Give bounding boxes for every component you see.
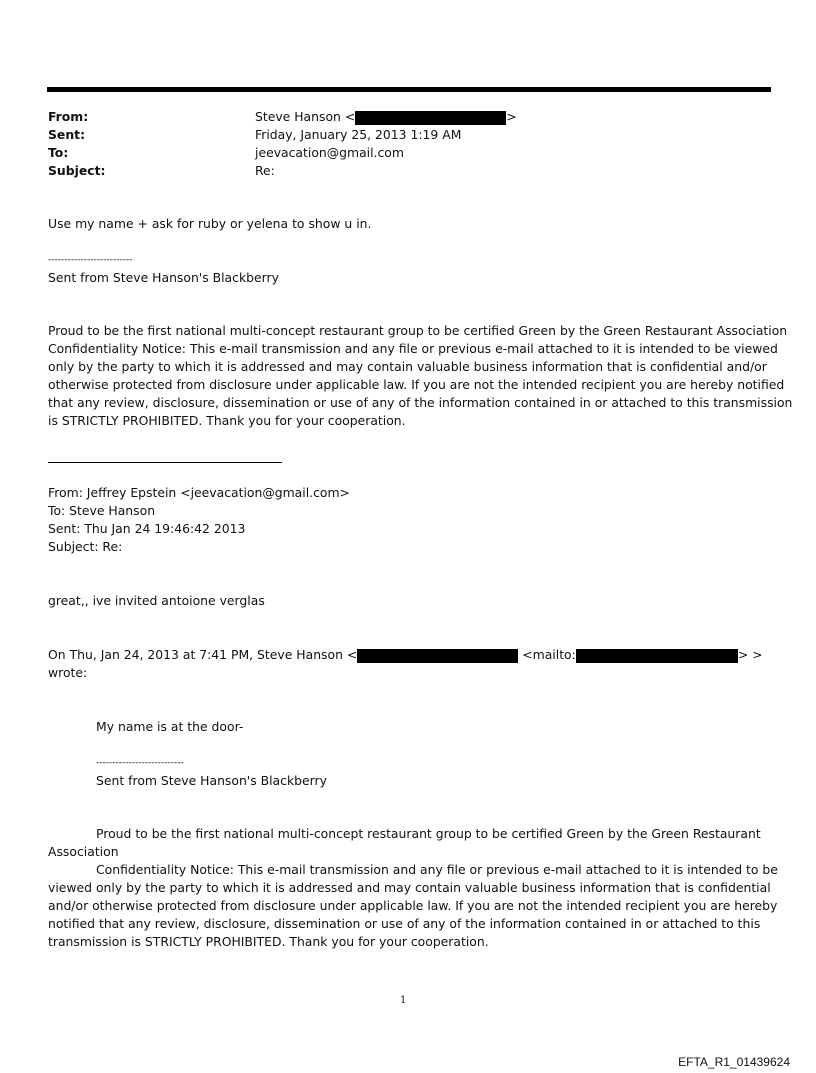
quoted-subject: Subject: Re: [48,539,123,554]
nested-signature: Sent from Steve Hanson's Blackberry [96,773,327,788]
from-label: From: [48,109,89,124]
redaction-box [355,111,506,125]
signature: Sent from Steve Hanson's Blackberry [48,270,279,285]
quoted-from: From: Jeffrey Epstein <jeevacation@gmail.com> [48,485,350,500]
top-rule [47,87,771,92]
page-number: 1 [400,995,407,1006]
bates-number: EFTA_R1_01439624 [678,1055,790,1069]
signature-dashes: -------------------------- [48,255,133,265]
nested-signature-dashes: --------------------------- [96,758,184,768]
sent-value: Friday, January 25, 2013 1:19 AM [255,127,462,142]
to-value: jeevacation@gmail.com [255,145,404,160]
sent-label: Sent: [48,127,86,142]
quoted-wrote: wrote: [48,665,88,680]
nested-disclaimer: Proud to be the first national multi-concept restaurant group to be certified Green by the Green Restaurant Association Confidentiality Notice: This e-mail transmission and any file or previous e-mail attached to it is intended to be viewed only by the party to which it is addressed and may contain valuable business information that is confidential and/or otherwise protected from disclosure under applicable law. If you are not the intended recipient you are hereby notified that any review, disclosure, dissemination or use of any of the information contained in or attached to this transmission is STRICTLY PROHIBITED. Thank you for your cooperation. [48,826,778,949]
subject-value: Re: [255,163,275,178]
quote-divider [48,462,282,463]
to-label: To: [48,145,69,160]
redaction-box [576,649,738,663]
from-value: Steve Hanson < > [255,109,517,124]
nested-message: My name is at the door- [96,719,244,734]
quoted-attribution: On Thu, Jan 24, 2013 at 7:41 PM, Steve Hanson < <mailto: > > [48,647,763,662]
quoted-to: To: Steve Hanson [48,503,156,518]
quoted-sent: Sent: Thu Jan 24 19:46:42 2013 [48,521,246,536]
quoted-message: great,, ive invited antoione verglas [48,593,265,608]
subject-label: Subject: [48,163,106,178]
message-body: Use my name + ask for ruby or yelena to show u in. [48,216,372,231]
redaction-box [357,649,518,663]
confidentiality-disclaimer: Proud to be the first national multi-concept restaurant group to be certified Green by the Green Restaurant Association Confidentiality Notice: This e-mail transmission and any file or previous e-mail attached to it is intended to be viewed only by the party to which it is addressed and may contain valuable business information that is confidential and/or otherwise protected from disclosure under applicable law. If you are not the intended recipient you are hereby notified that any review, disclosure, dissemination or use of any of the information contained in or attached to this transmission is STRICTLY PROHIBITED. Thank you for your cooperation. [48,323,793,428]
